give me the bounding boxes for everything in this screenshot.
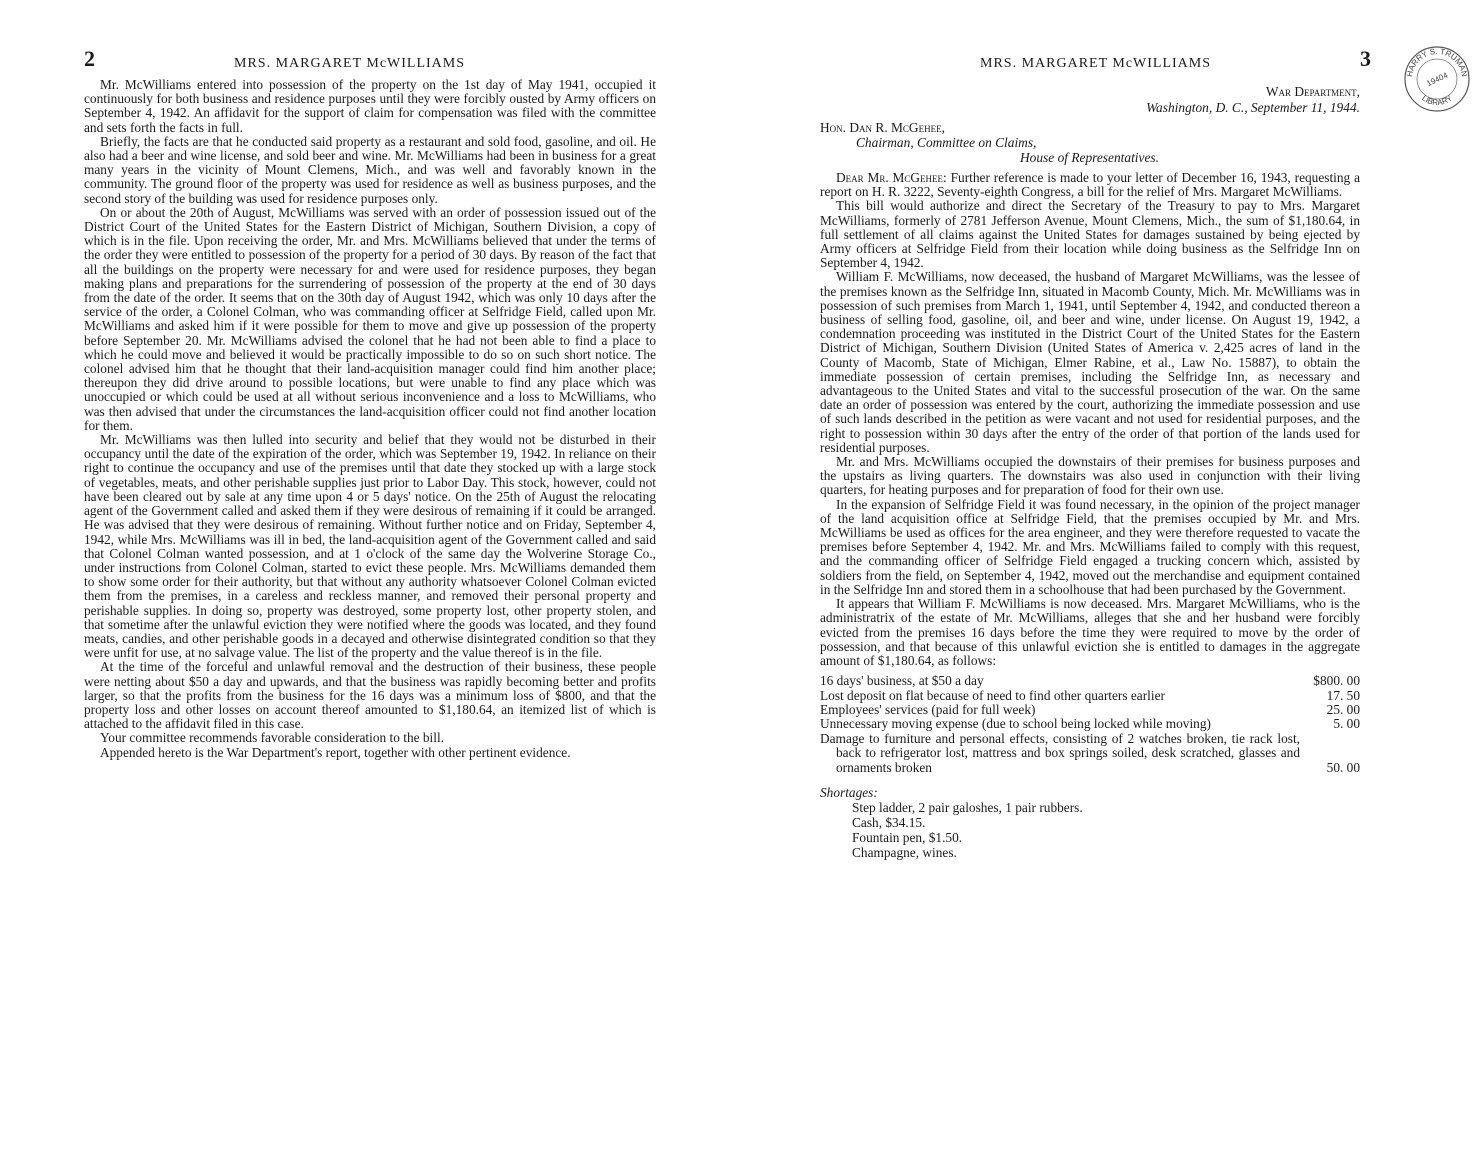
damages-table	[820, 674, 1360, 775]
right-page	[820, 46, 1372, 860]
left-paragraph: Briefly, the facts are that he conducted said property as a restaurant and sold food, gasoline, and oil. He also had a beer and wine license, and sold beer and wine. Mr. McWilliams had been in business for a great many years in the vicinity of Mount Clemens, Mich., and was well and favorably known in the community. The ground floor of the property was used for residence as well as business purposes, and the second story of the building was used for residence purposes only.	[84, 133, 656, 206]
left-page	[84, 46, 656, 760]
left-paragraph: Appended hereto is the War Department's report, together with other pertinent evidence.	[100, 744, 571, 760]
shortage-item: Step ladder, 2 pair galoshes, 1 pair rubbers.	[852, 799, 1083, 815]
addressee	[820, 120, 1360, 165]
right-body	[820, 171, 1360, 668]
addressee-house: House of Representatives.	[1020, 150, 1159, 165]
right-running-title: MRS. MARGARET McWILLIAMS	[980, 56, 1212, 71]
left-paragraph: Mr. McWilliams entered into possession of the property on the 1st day of May 1941, occupied it continuously for both business and residence purposes until they were forcibly ousted by Army officers on September 4, 1942. An affidavit for the support of claim for compensation was filed with the committee and sets forth the facts in full.	[84, 77, 656, 135]
left-paragraph: At the time of the forceful and unlawful removal and the destruction of their business, these people were netting about $50 a day and upwards, and that the business was rapidly becoming better and profits larger, so that the profits from the business for the 16 days was a minimum loss of $800, and that the property loss and other losses on account thereof amounted to $1,180.64, an itemized list of which is attached to the affidavit filed in this case.	[84, 659, 656, 732]
left-paragraph: Mr. McWilliams was then lulled into security and belief that they would not be disturbed in their occupancy until the date of the expiration of the order, which was September 19, 1942. In reliance on their right to continue the occupancy and use of the premises until that date they stocked up with a large stock of vegetables, meats, and other perishable supplies just prior to Labor Day. This stock, however, could not have been cleared out by sale at any time upon 4 or 5 days' notice. On the 25th of August the relocating agent of the Government called and asked them if they were desirous of remaining if it could be arranged. He was advised that they were desirous of remaining. Without further notice and on Friday, September 4, 1942, while Mrs. McWilliams was ill in bed, the land-acquisition agent of the Government called and said that Colonel Colman wanted possession, and at 1 o'clock of the same day the Wolverine Storage Co., under instructions from Colonel Colman, started to evict these people. Mrs. McWilliams demanded them to show some order for their authority, but that without any authority whatsoever Colonel Colman evicted them from the premises, in a careless and reckless manner, and removed their personal property and perishable supplies. In doing so, property was destroyed, some property lost, other property stolen, and that sometime after the unlawful eviction they were notified where the goods was located, and they found meats, candies, and other perishable goods in a decayed and otherwise disintegrated condition so that they were unfit for use, at no salvage value. The list of the property and the value thereof is in the file.	[84, 432, 656, 661]
left-body	[84, 78, 656, 760]
damage-description: Lost deposit on flat because of need to find other quarters earlier	[820, 688, 1165, 703]
salutation: Dear Mr. McGehee:	[836, 170, 947, 185]
right-paragraph: Mr. and Mrs. McWilliams occupied the downstairs of their premises for business purposes and the upstairs as living quarters. The downstairs was also used in conjunction with their living quarters, for heating purposes and for preparation of food for their own use.	[820, 454, 1360, 498]
left-paragraph: On or about the 20th of August, McWilliams was served with an order of possession issued out of the District Court of the United States for the Eastern District of Michigan, Southern Division, a copy of which is in the file. Upon receiving the order, Mr. and Mrs. McWilliams believed that under the terms of the order they were entitled to possession of the property for a period of 30 days. By reason of the fact that all the buildings on the property were necessary for and were used for residence purposes, they began making plans and preparations for the surrendering of possession of the property at the end of 30 days from the date of the order. It seems that on the 30th day of August 1942, which was only 10 days after the service of the order, a Colonel Colman, who was commanding officer at Selfridge Field, called upon Mr. McWilliams and asked him if it were possible for them to move and give up possession of the property before September 20. Mr. McWilliams advised the colonel that he had not been able to find a place to which he could move and believed it would be practically impossible to do so on such short notice. The colonel advised him that he thought that their land-acquisition manager could find him another place; thereupon they did drive around to possible locations, but were unable to find any place which was unoccupied or which could be used at all without serious inconvenience and a loss to McWilliams, who was then advised that under the circumstances the land-acquisition officer could not find another location for them.	[84, 204, 656, 433]
damage-amount: 17. 50	[1326, 687, 1360, 703]
shortages-list	[820, 785, 1360, 860]
damage-row	[820, 689, 1360, 703]
letter-opening-paragraph	[820, 171, 1360, 199]
letterhead-date: Washington, D. C., September 11, 1944.	[1146, 100, 1360, 115]
stamp-center-text: 19404	[1425, 70, 1450, 89]
right-page-number: 3	[1360, 46, 1372, 71]
left-paragraph: Your committee recommends favorable consideration to the bill.	[100, 730, 445, 746]
damage-amount: 25. 00	[1326, 701, 1360, 717]
letterhead	[820, 84, 1360, 116]
damage-description: Unnecessary moving expense (due to school being locked while moving)	[820, 717, 1211, 732]
letterhead-department: War Department,	[1265, 84, 1360, 99]
damage-amount: 5. 00	[1333, 716, 1360, 732]
right-running-head	[820, 46, 1372, 78]
right-paragraph: In the expansion of Selfridge Field it was found necessary, in the opinion of the project manager of the land acquisition office at Selfridge Field, that the premises occupied by Mr. and Mrs. McWilliams be used as offices for the area engineer, and they were therefore requested to vacate the premises before September 4, 1942. Mr. and Mrs. McWilliams failed to comply with this request, and the commanding officer of Selfridge Field engaged a trucking concern which, assisted by soldiers from the field, on September 4, 1942, moved out the merchandise and equipment contained in the Selfridge Inn and stored them in a schoolhouse that had been purchased by the Government.	[820, 496, 1360, 597]
left-page-number: 2	[84, 46, 96, 71]
shortage-item: Cash, $34.15.	[852, 814, 926, 830]
damage-row	[820, 717, 1360, 731]
damage-amount: $800. 00	[1313, 673, 1360, 689]
right-paragraph: This bill would authorize and direct the Secretary of the Treasury to pay to Mrs. Margaret McWilliams, formerly of 2781 Jefferson Avenue, Mount Clemens, Mich., the sum of $1,180.64, in full settlement of all claims against the United States for damages sustained by being ejected by Army officers at Selfridge Field from their location while doing business as the Selfridge Inn on September 4, 1942.	[820, 198, 1360, 271]
library-stamp	[1402, 44, 1472, 114]
damage-description: 16 days' business, at $50 a day	[820, 674, 984, 689]
damage-description: Damage to furniture and personal effects, consisting of 2 watches broken, tie rack lost, back to refrigerator lost, mattress and box springs soiled, desk scratched, glasses and ornaments broken	[820, 731, 1300, 775]
right-paragraph: It appears that William F. McWilliams is now deceased. Mrs. Margaret McWilliams, who is the administratrix of the estate of Mr. McWilliams, alleges that she and her husband were forcibly evicted from the premises 16 days before the time they were required to move by the order of possession, and that because of this unlawful eviction she is entitled to damages in the aggregate amount of $1,180.64, as follows:	[820, 596, 1360, 668]
damage-row	[820, 732, 1360, 775]
right-paragraph: William F. McWilliams, now deceased, the husband of Margaret McWilliams, was the lessee of the premises known as the Selfridge Inn, situated in Macomb County, Mich. Mr. McWilliams was in possession of such premises from March 1, 1941, until September 4, 1942, and conducted thereon a business of selling food, gasoline, oil, and beer and wine, under license. On August 19, 1942, a condemnation proceeding was instituted in the District Court of the United States for the Eastern District of Michigan, Southern Division (United States of America v. 2,425 acres of land in the County of Macomb, State of Michigan, Elmer Rabine, et al., Law No. 15887), to obtain the immediate possession of certain premises, including the Selfridge Inn, as necessary and advantageous to the United States and vital to the successful prosecution of the war. On the same date an order of possession was entered by the court, authorizing the immediate possession and use of such lands described in the petition as were vacant and not used for residential purposes, and the right to possession within 30 days after the entry of the order of that portion of the lands used for residential purposes.	[820, 269, 1360, 455]
shortages-label: Shortages:	[820, 784, 878, 800]
opening-text: Further reference is made to your letter of December 16, 1943, requesting a report on H. R. 3222, Seventy-eighth Congress, a bill for the relief of Mrs. Margaret McWilliams.	[820, 170, 1360, 200]
addressee-name: Hon. Dan R. McGehee,	[820, 120, 945, 135]
damage-amount: 50. 00	[1326, 759, 1360, 775]
addressee-title: Chairman, Committee on Claims,	[856, 135, 1037, 150]
left-running-title: MRS. MARGARET McWILLIAMS	[234, 56, 466, 71]
shortage-item: Fountain pen, $1.50.	[852, 829, 963, 845]
stamp-top-text: HARRY S. TRUMAN	[1405, 46, 1469, 78]
damage-description: Employees' services (paid for full week)	[820, 702, 1036, 717]
left-running-head	[84, 46, 656, 78]
damage-row	[820, 703, 1360, 717]
stamp-bottom-text: LIBRARY	[1420, 93, 1454, 108]
damage-row	[820, 674, 1360, 688]
shortage-item: Champagne, wines.	[852, 844, 957, 860]
